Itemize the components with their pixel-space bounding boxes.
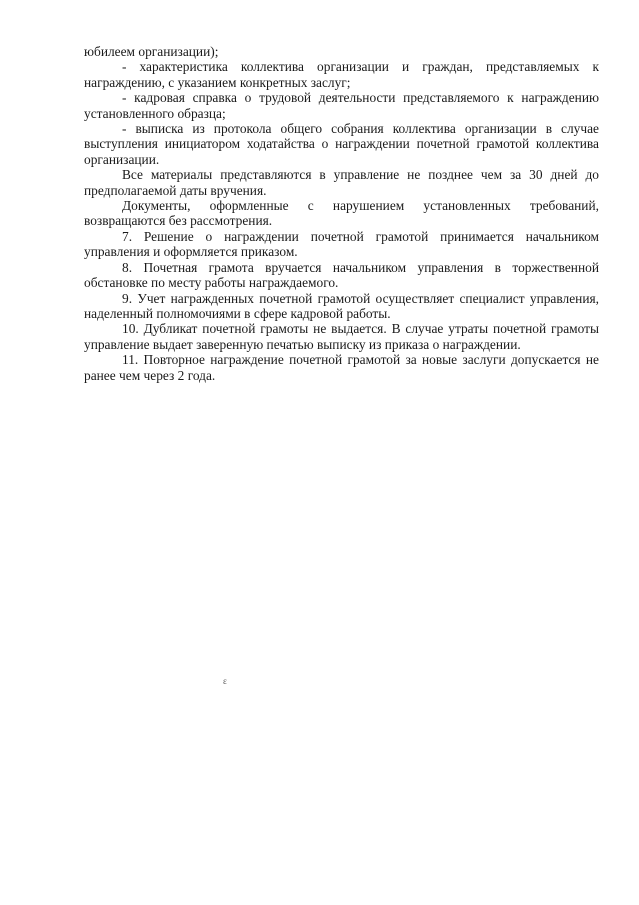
document-body	[84, 44, 599, 383]
paragraph-item-7: 7. Решение о награждении почетной грамотой принимается начальником управления и оформляется приказом.	[84, 228, 599, 260]
paragraph-returned-documents: Документы, оформленные с нарушением установленных требований, возвращаются без рассмотрения.	[84, 198, 599, 229]
paragraph-meeting-extract: - выписка из протокола общего собрания коллектива организации в случае выступления инициатором ходатайства о награждении почетной грамотой коллектива организации.	[84, 121, 599, 167]
paragraph-item-8: 8. Почетная грамота вручается начальником управления в торжественной обстановке по месту работы награждаемого.	[84, 259, 599, 291]
paragraph-item-10: 10. Дубликат почетной грамоты не выдается. В случае утраты почетной грамоты управление выдает заверенную печатью выписку из приказа о награждении.	[84, 321, 599, 352]
paragraph-hr-reference: - кадровая справка о трудовой деятельности представляемого к награждению установленного образца;	[84, 90, 599, 121]
paragraph-item-9: 9. Учет награжденных почетной грамотой осуществляет специалист управления, наделенный полномочиями в сфере кадровой работы.	[84, 290, 599, 321]
paragraph-item-11: 11. Повторное награждение почетной грамотой за новые заслуги допускается не ранее чем через 2 года.	[84, 352, 599, 383]
paragraph-continuation: юбилеем организации);	[84, 44, 219, 59]
stray-mark: ε	[223, 676, 227, 686]
paragraph-submission-deadline: Все материалы представляются в управление не позднее чем за 30 дней до предполагаемой даты вручения.	[84, 167, 599, 198]
paragraph-team-characteristic: - характеристика коллектива организации и граждан, представляемых к награждению, с указанием конкретных заслуг;	[84, 59, 599, 90]
